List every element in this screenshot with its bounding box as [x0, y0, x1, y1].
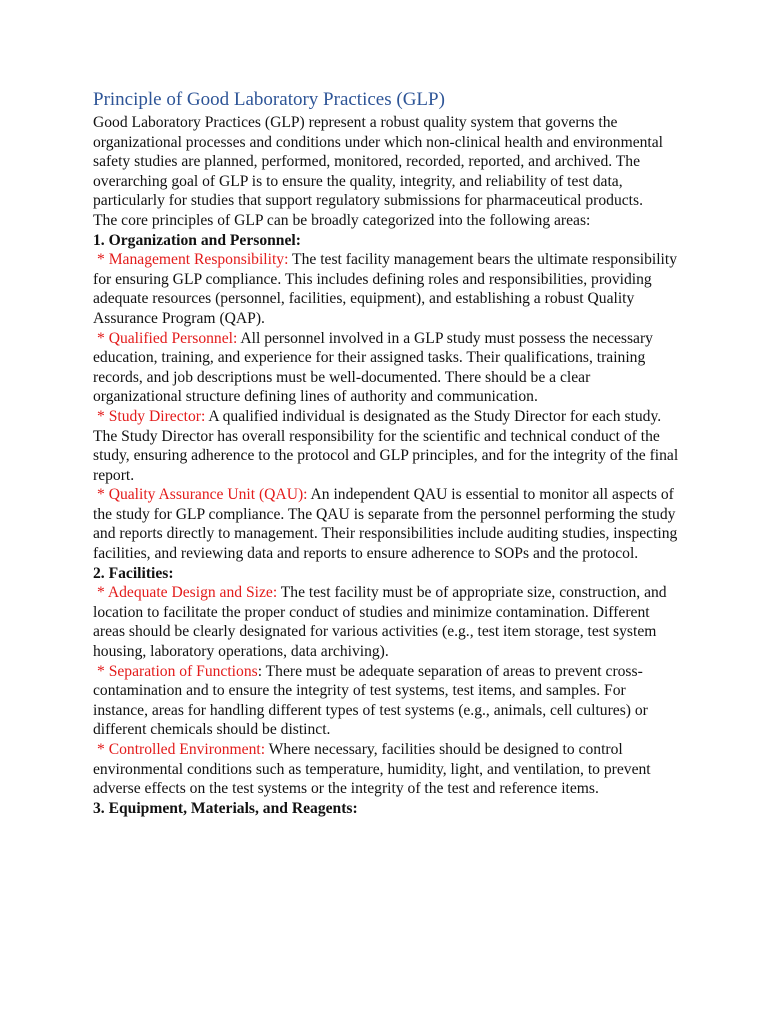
item-text: The test facility must be of appropriate size, construction, and location to facilitate the proper conduct of studies and minimize contamination. Different areas should be clearly designated for various activities (e.g., test item storage, test system housing, laboratory operations, data archiving).	[93, 584, 667, 661]
list-item-management-responsibility	[93, 250, 683, 328]
item-text: : There must be adequate separation of areas to prevent cross-contamination and to ensure the integrity of test systems, test items, and samples. For instance, areas for handling different types of test systems (e.g., animals, cell cultures) or different chemicals should be distinct.	[93, 662, 648, 739]
item-term: * Quality Assurance Unit (QAU):	[97, 486, 308, 504]
item-term: * Controlled Environment:	[97, 741, 266, 758]
item-text: The test facility management bears the ultimate responsibility for ensuring GLP compliance. This includes defining roles and responsibilities, providing adequate resources (personnel, facilities, equipment), and establishing a robust Quality Assurance Program (QAP).	[93, 251, 678, 327]
item-term: * Qualified Personnel:	[97, 329, 238, 347]
list-item-study-director	[93, 407, 683, 485]
item-text: An independent QAU is essential to monitor all aspects of the study for GLP compliance. The QAU is separate from the personnel performing the study and reports directly to management. Their responsibilities include auditing studies, inspecting facilities, and reviewing data and reports to ensure adherence to SOPs and the protocol.	[93, 486, 678, 563]
item-term: * Study Director:	[97, 407, 206, 425]
core-principles-line: The core principles of GLP can be broadly categorized into the following areas:	[93, 211, 591, 229]
section-heading-organization: 1. Organization and Personnel:	[93, 231, 301, 249]
list-item-quality-assurance-unit	[93, 485, 683, 563]
item-term: * Adequate Design and Size:	[97, 584, 278, 602]
item-text: A qualified individual is designated as the Study Director for each study. The Study Director has overall responsibility for the scientific and technical conduct of the study, ensuring adherence to the protocol and GLP principles, and for the integrity of the final report.	[93, 407, 679, 484]
list-item-controlled-environment	[93, 740, 683, 799]
list-item-separation-of-functions	[93, 662, 683, 740]
item-text: All personnel involved in a GLP study must possess the necessary education, training, and experience for their assigned tasks. Their qualifications, training records, and job descriptions must be well-documented. There should be a clear organizational structure defining lines of authority and communication.	[93, 329, 653, 406]
list-item-adequate-design	[93, 583, 683, 661]
intro-paragraph: Good Laboratory Practices (GLP) represent a robust quality system that governs the organizational processes and conditions under which non-clinical health and environmental safety studies are planned, performed, monitored, recorded, reported, and archived. The overarching goal of GLP is to ensure the quality, integrity, and reliability of test data, particularly for studies that support regulatory submissions for pharmaceutical products.	[93, 114, 664, 210]
list-item-qualified-personnel	[93, 329, 683, 407]
section-heading-equipment: 3. Equipment, Materials, and Reagents:	[93, 799, 358, 817]
item-term: * Management Responsibility:	[97, 251, 289, 269]
document-title: Principle of Good Laboratory Practices (GLP)	[93, 89, 445, 110]
item-text: Where necessary, facilities should be designed to control environmental conditions such as temperature, humidity, light, and ventilation, to prevent adverse effects on the test systems or the integrity of the test and reference items.	[93, 741, 651, 798]
item-term: * Separation of Functions	[97, 662, 258, 680]
document-page	[93, 88, 683, 818]
section-heading-facilities: 2. Facilities:	[93, 564, 174, 582]
